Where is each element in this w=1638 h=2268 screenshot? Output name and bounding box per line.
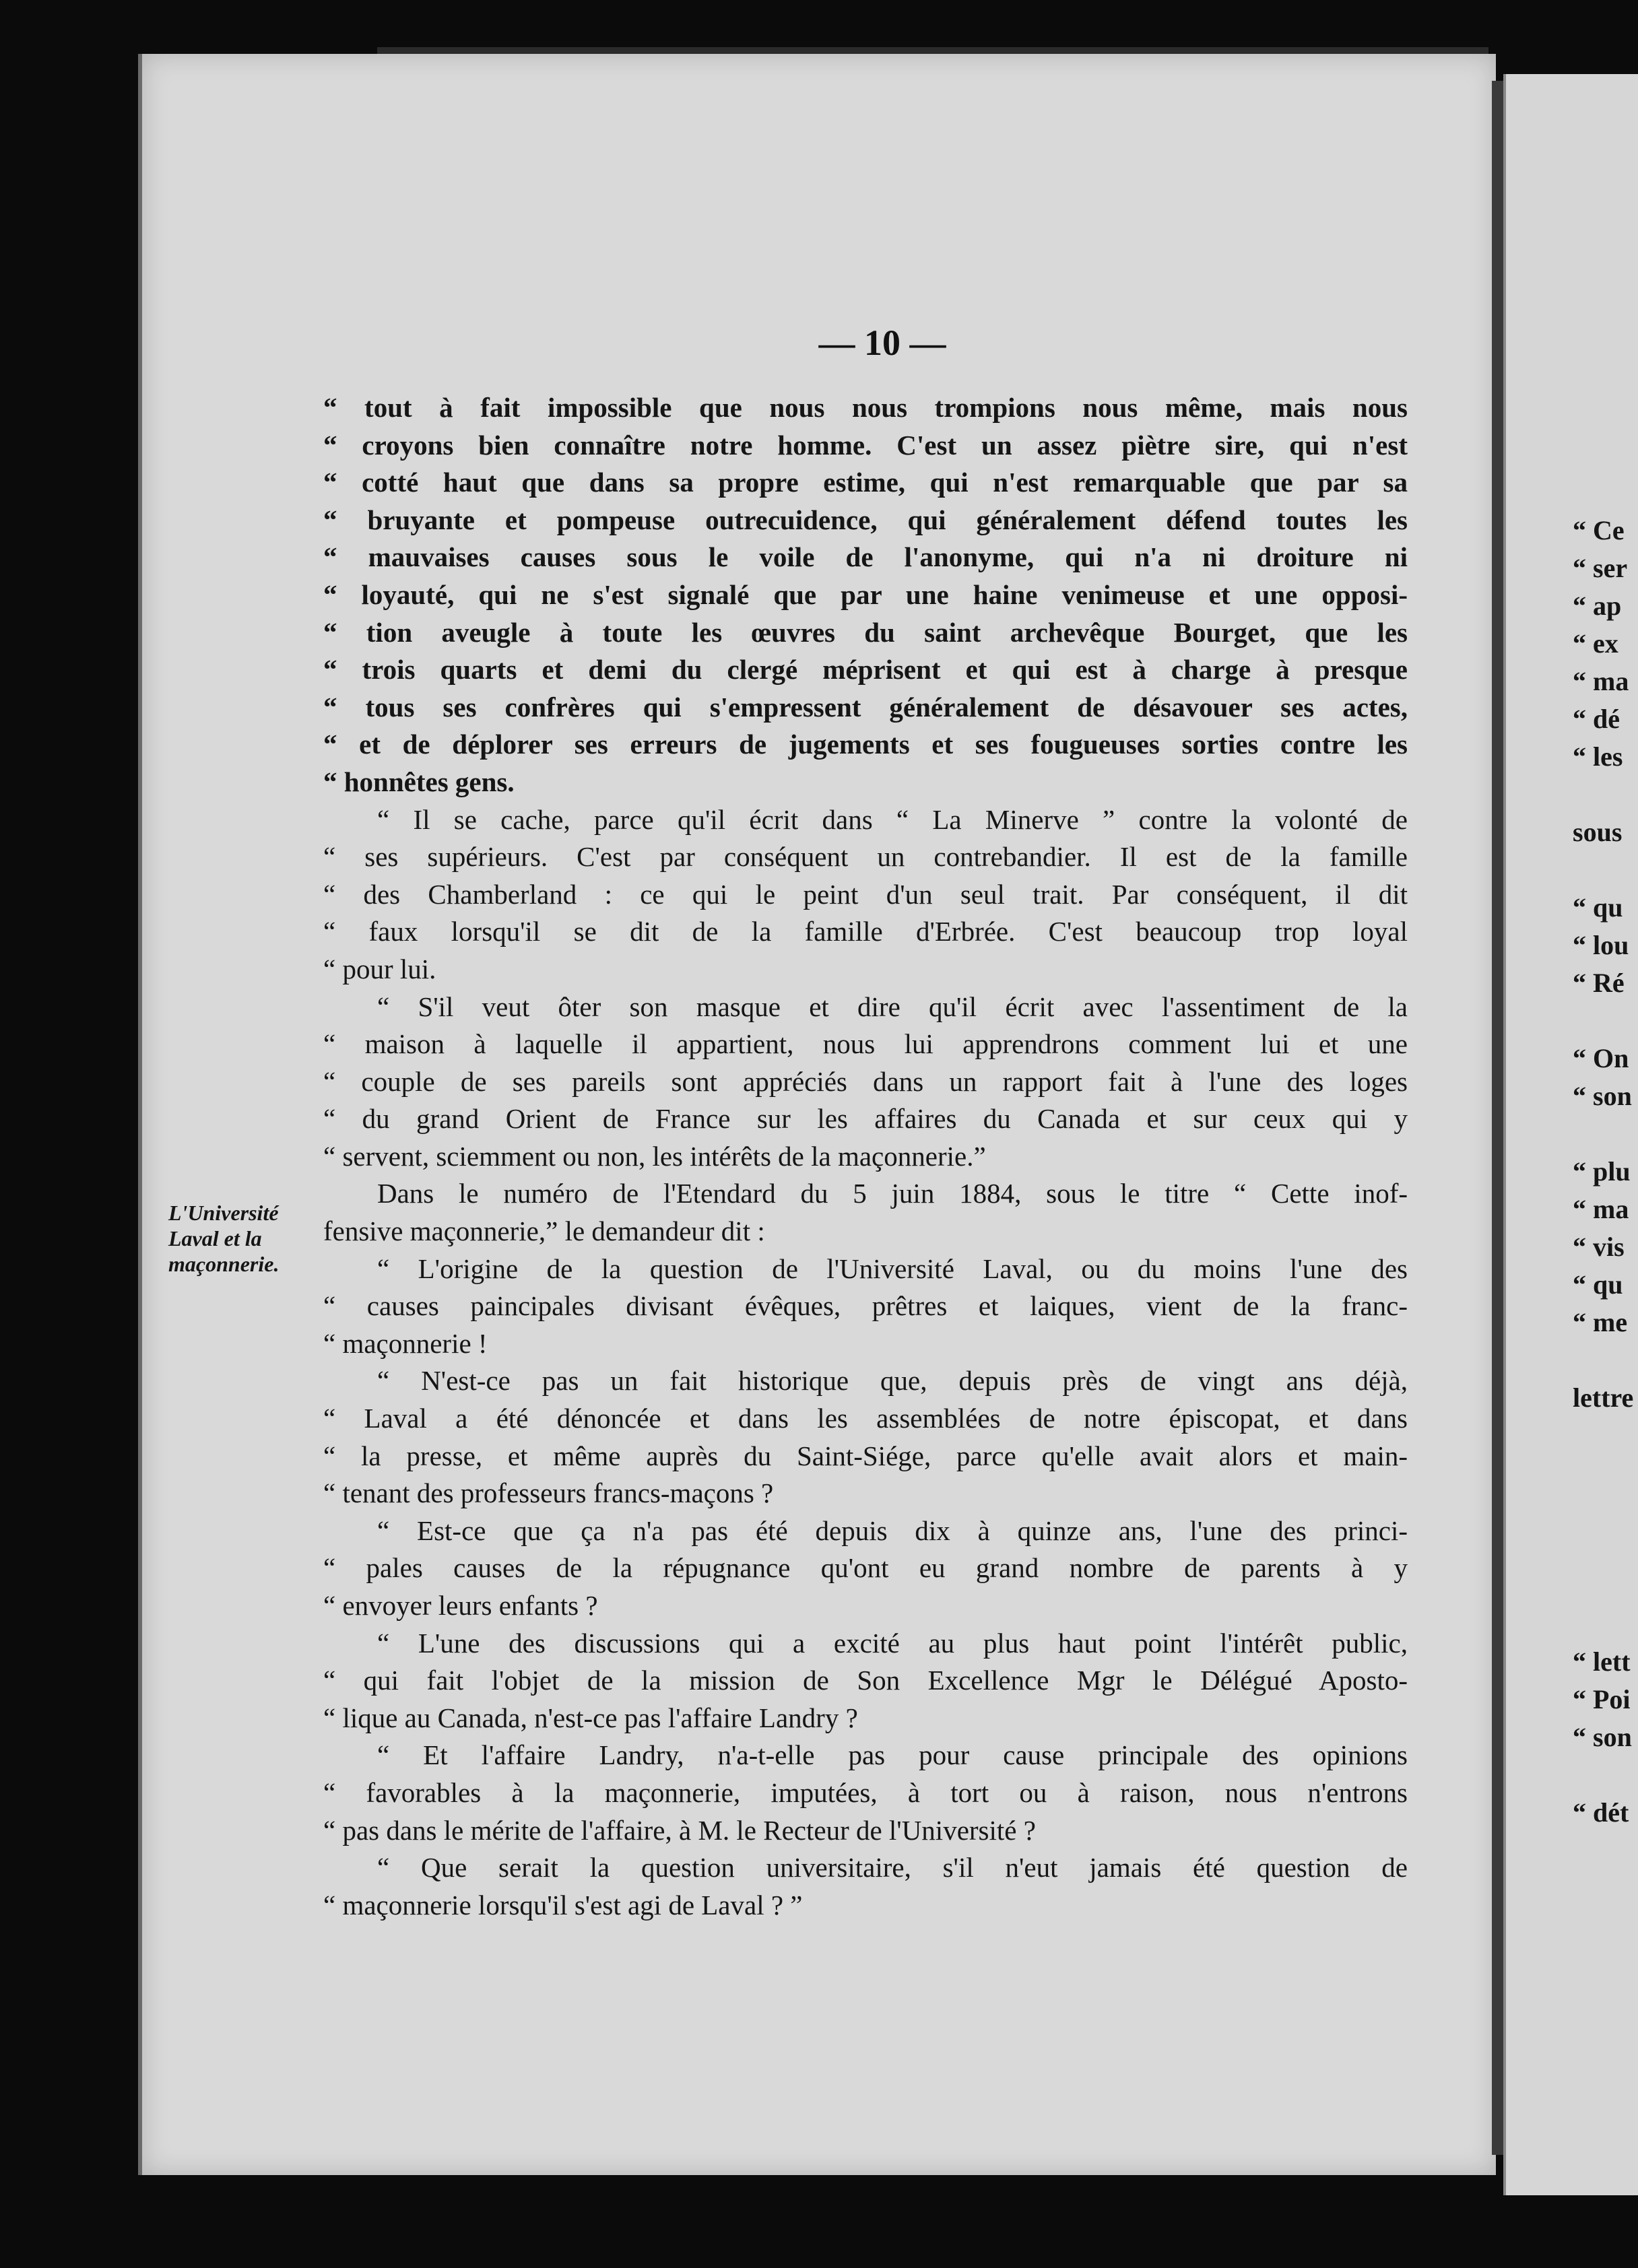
text-line: fensive maçonnerie,” le demandeur dit : (323, 1215, 765, 1247)
text-line: “ tenant des professeurs francs-maçons ? (323, 1477, 774, 1509)
margin-note-line: maçonnerie. (168, 1252, 280, 1276)
facing-page-fragment: “ ma (1573, 666, 1629, 696)
facing-page-fragment: lettre (1573, 1382, 1634, 1413)
text-line: “ favorables à la maçonnerie, imputées, à tort ou à raison, nous n'entrons (323, 1776, 1408, 1808)
text-line: “ Laval a été dénoncée et dans les assemblées de notre épiscopat, et dans (323, 1403, 1408, 1434)
facing-page-fragment: “ vis (1573, 1232, 1625, 1262)
text-line: “ L'une des discussions qui a excité au plus haut point l'intérêt public, (377, 1627, 1408, 1659)
text-line: “ pales causes de la répugnance qu'ont eu grand nombre de parents à y (323, 1552, 1408, 1584)
facing-page-fragment: “ ex (1573, 628, 1618, 659)
facing-page-fragment: “ qu (1573, 892, 1623, 923)
text-line: “ ses supérieurs. C'est par conséquent un contrebandier. Il est de la famille (323, 841, 1408, 873)
text-line: “ honnêtes gens. (323, 766, 515, 797)
text-line: “ maçonnerie lorsqu'il s'est agi de Laval ? ” (323, 1889, 803, 1921)
text-line: “ envoyer leurs enfants ? (323, 1590, 598, 1621)
text-line: “ des Chamberland : ce qui le peint d'un seul trait. Par conséquent, il dit (323, 878, 1408, 910)
text-line: “ Il se cache, parce qu'il écrit dans “ La Minerve ” contre la volonté de (377, 803, 1408, 835)
margin-note-line: Laval et la (168, 1226, 262, 1250)
text-line: “ L'origine de la question de l'Université Laval, ou du moins l'une des (377, 1253, 1408, 1284)
text-line: “ Est-ce que ça n'a pas été depuis dix à quinze ans, l'une des princi- (377, 1514, 1408, 1546)
facing-page-fragment: “ les (1573, 741, 1623, 772)
text-line: “ la presse, et même auprès du Saint-Siége, parce qu'elle avait alors et main- (323, 1440, 1408, 1471)
facing-page-text (1573, 0, 1638, 2268)
scan-top-edge (377, 47, 1488, 54)
text-line: “ croyons bien connaître notre homme. C'est un assez piètre sire, qui n'est (323, 429, 1408, 461)
text-line: “ mauvaises causes sous le voile de l'anonyme, qui n'a ni droiture ni (323, 541, 1408, 573)
text-line: “ maçonnerie ! (323, 1327, 488, 1359)
text-line: “ qui fait l'objet de la mission de Son Excellence Mgr le Délégué Aposto- (323, 1665, 1408, 1696)
text-line: “ pour lui. (323, 953, 436, 985)
facing-page-fragment: “ dét (1573, 1797, 1629, 1828)
text-line: “ couple de ses pareils sont appréciés dans un rapport fait à l'une des loges (323, 1065, 1408, 1097)
facing-page-fragment: “ qu (1573, 1269, 1623, 1300)
text-line: “ Que serait la question universitaire, s'il n'eut jamais été question de (377, 1852, 1408, 1883)
text-line: “ lique au Canada, n'est-ce pas l'affaire Landry ? (323, 1702, 858, 1733)
text-line: “ trois quarts et demi du clergé méprisent et qui est à charge à presque (323, 654, 1408, 686)
facing-page-fragment: sous (1573, 817, 1623, 847)
facing-page-fragment: “ Ce (1573, 515, 1625, 545)
text-line: “ pas dans le mérite de l'affaire, à M. le Recteur de l'Université ? (323, 1814, 1036, 1846)
facing-page-fragment: “ son (1573, 1722, 1632, 1752)
text-line: “ servent, sciemment ou non, les intérêts de la maçonnerie.” (323, 1140, 986, 1172)
text-line: “ bruyante et pompeuse outrecuidence, qui généralement défend toutes les (323, 504, 1408, 535)
facing-page-fragment: “ On (1573, 1043, 1629, 1073)
facing-page-fragment: “ me (1573, 1307, 1628, 1337)
text-line: “ tout à fait impossible que nous nous trompions nous même, mais nous (323, 392, 1408, 423)
text-line: “ Et l'affaire Landry, n'a-t-elle pas pour cause principale des opinions (377, 1739, 1408, 1771)
facing-page-fragment: “ Ré (1573, 968, 1625, 998)
page-number: — 10 — (818, 323, 946, 363)
facing-page-fragment: “ plu (1573, 1156, 1631, 1187)
facing-page-fragment: “ ser (1573, 553, 1628, 583)
text-line: “ loyauté, qui ne s'est signalé que par une haine venimeuse et une opposi- (323, 578, 1408, 610)
text-line: Dans le numéro de l'Etendard du 5 juin 1884, sous le titre “ Cette inof- (377, 1178, 1408, 1209)
text-line: “ N'est-ce pas un fait historique que, depuis près de vingt ans déjà, (377, 1365, 1408, 1397)
text-line: “ causes paincipales divisant évêques, prêtres et laiques, vient de la franc- (323, 1290, 1408, 1322)
facing-page-fragment: “ dé (1573, 704, 1620, 734)
text-line: “ et de déplorer ses erreurs de jugements et ses fougueuses sorties contre les (323, 729, 1408, 760)
text-body (323, 389, 1408, 1924)
facing-page-fragment: “ son (1573, 1081, 1632, 1111)
margin-note-line: L'Université (168, 1201, 279, 1225)
facing-page-fragment: “ lett (1573, 1646, 1631, 1677)
text-line: “ cotté haut que dans sa propre estime, qui n'est remarquable que par sa (323, 467, 1408, 498)
facing-page-fragment: “ Poi (1573, 1684, 1631, 1714)
facing-page-fragment: “ ap (1573, 591, 1622, 621)
text-line: “ tous ses confrères qui s'empressent généralement de désavouer ses actes, (323, 691, 1408, 723)
text-line: “ faux lorsqu'il se dit de la famille d'Erbrée. C'est beaucoup trop loyal (323, 916, 1408, 947)
text-line: “ tion aveugle à toute les œuvres du saint archevêque Bourget, que les (323, 616, 1408, 648)
facing-page-fragment: “ ma (1573, 1194, 1629, 1224)
facing-page-fragment: “ lou (1573, 930, 1629, 960)
text-line: “ S'il veut ôter son masque et dire qu'il écrit avec l'assentiment de la (377, 991, 1408, 1022)
margin-note (168, 1200, 323, 1277)
text-line: “ du grand Orient de France sur les affaires du Canada et sur ceux qui y (323, 1103, 1408, 1135)
text-line: “ maison à laquelle il appartient, nous lui apprendrons comment lui et une (323, 1028, 1408, 1060)
